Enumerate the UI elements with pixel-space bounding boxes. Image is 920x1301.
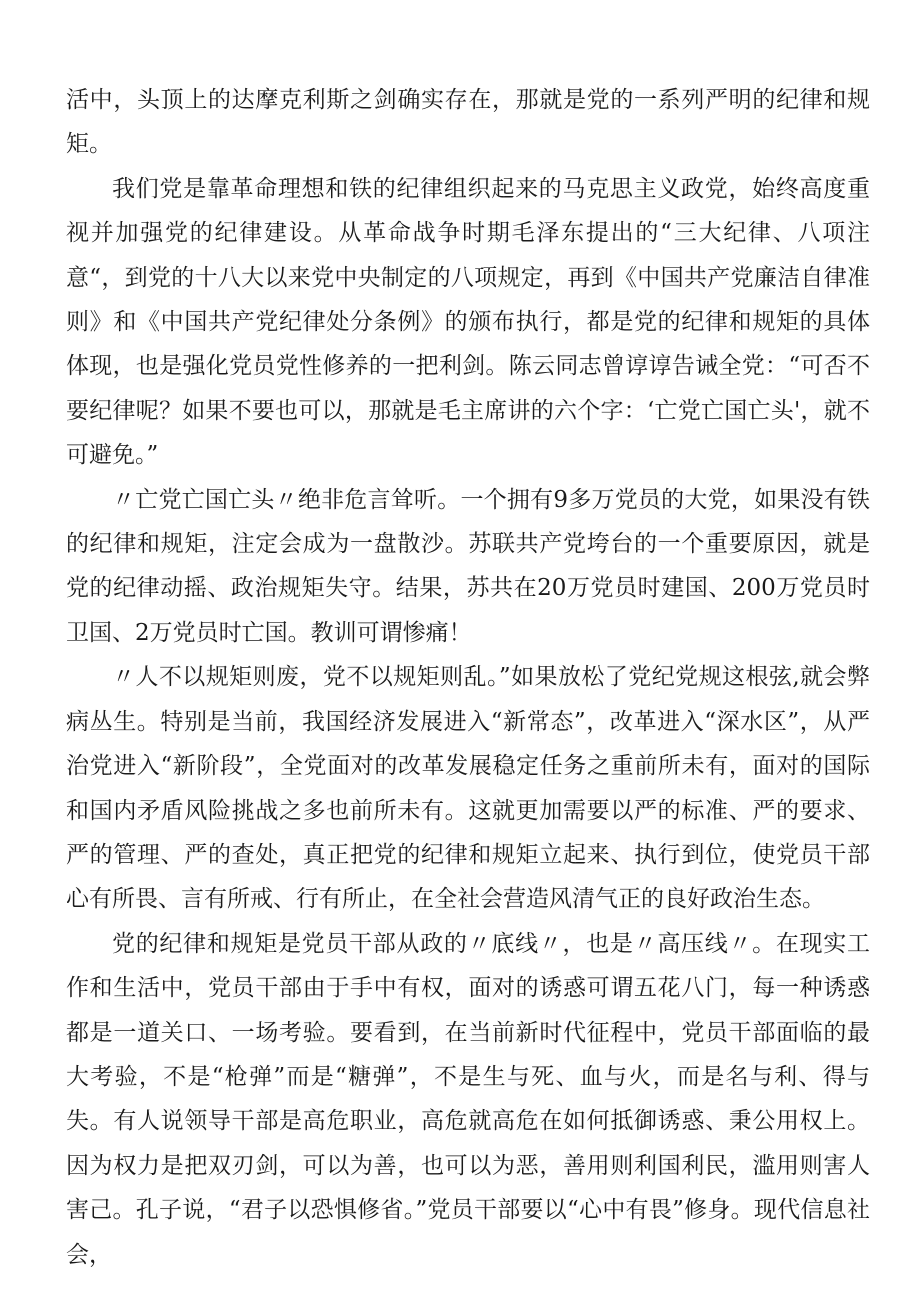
paragraph-party-discipline: 我们党是靠革命理想和铁的纪律组织起来的马克思主义政党，始终高度重视并加强党的纪律建设。从革命战争时期毛泽东提出的“三大纪律、八项注意“，到党的十八大以来党中央制定的八项规定，再到《中国共产党廉洁自律准则》和《中国共产党纪律处分条例》的颁布执行，都是党的纪律和规矩的具体体现，也是强化党员党性修养的一把利剑。陈云同志曾谆谆告诫全党：“可否不要纪律呢？如果不要也可以，那就是毛主席讲的六个字：‘亡党亡国亡头'，就不可避免。” xyxy=(66,175,870,469)
paragraph-bottom-line: 党的纪律和规矩是党员干部从政的〃底线〃，也是〃高压线〃。在现实工作和生活中，党员干部由于手中有权，面对的诱惑可谓五花八门，每一种诱惑都是一道关口、一场考验。要看到，在当前新时代征程中，党员干部面临的最大考验，不是“枪弹”而是“糖弹”，不是生与死、血与火，而是名与利、得与失。有人说领导干部是高危职业，高危就高危在如何抵御诱惑、秉公用权上。因为权力是把双刃剑，可以为善，也可以为恶，善用则利国利民，滥用则害人害己。孔子说，“君子以恐惧修省。”党员干部要以“心中有畏”修身。现代信息社会， xyxy=(66,930,870,1268)
paragraph-continuation: 活中，头顶上的达摩克利斯之剑确实存在，那就是党的一系列严明的纪律和规矩。 xyxy=(66,87,870,158)
paragraph-rules-and-order: 〃人不以规矩则废，党不以规矩则乱。”如果放松了党纪党规这根弦,就会弊病丛生。特别是当前，我国经济发展进入“新常态”，改革进入“深水区”，从严治党进入“新阶段”，全党面对的改革发展稳定任务之重前所未有，面对的国际和国内矛盾风险挑战之多也前所未有。这就更加需要以严的标准、严的要求、严的管理、严的查处，真正把党的纪律和规矩立起来、执行到位，使党员干部心有所畏、言有所戒、行有所止，在全社会营造风清气正的良好政治生态。 xyxy=(66,664,870,913)
paragraph-warning: 〃亡党亡国亡头〃绝非危言耸听。一个拥有9多万党员的大党，如果没有铁的纪律和规矩，注定会成为一盘散沙。苏联共产党垮台的一个重要原因，就是党的纪律动摇、政治规矩失守。结果，苏共在20万党员时建国、200万党员时卫国、2万党员时亡国。教训可谓惨痛！ xyxy=(66,486,870,646)
document-body xyxy=(66,78,870,1277)
